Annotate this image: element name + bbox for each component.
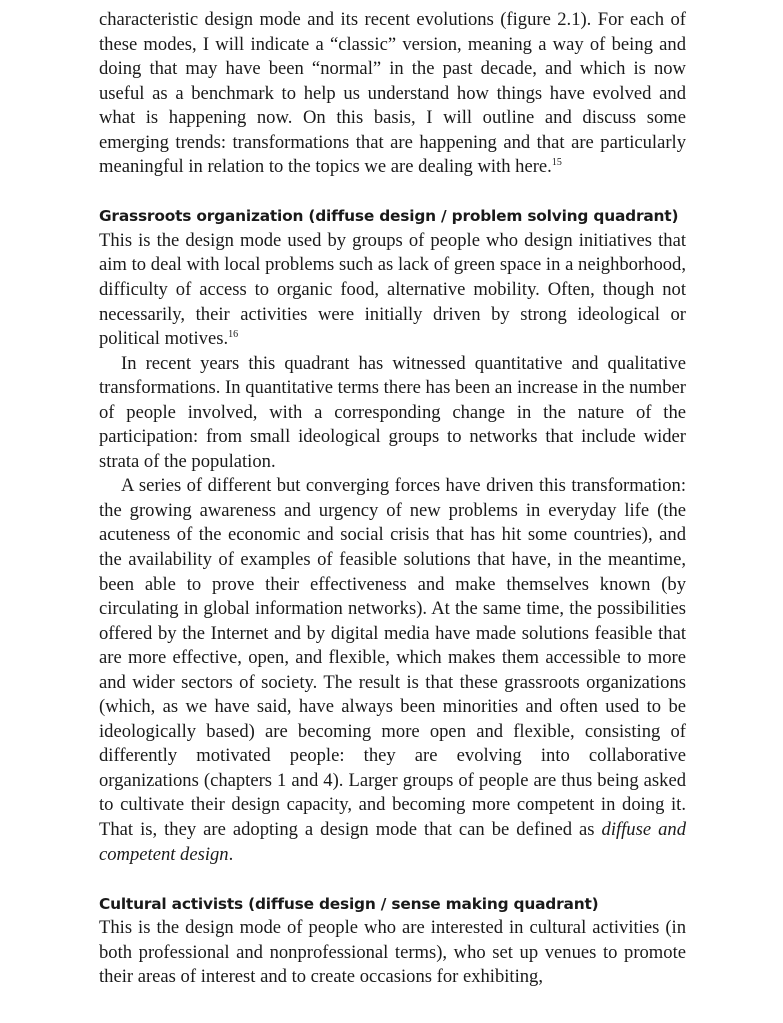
book-page bbox=[99, 8, 686, 990]
intro-paragraph-text: characteristic design mode and its recent evolutions (figure 2.1). For each of these modes, I will indicate a “classic” version, meaning a way of being and doing that may have been “normal” in the past decade, and which is now useful as a benchmark to help us understand how things have evolved and what is happening now. On this basis, I will outline and discuss some emerging trends: transformations that are happening and that are particularly meaningful in relation to the topics we are dealing with here. bbox=[99, 9, 686, 178]
grassroots-paragraph-3 bbox=[99, 474, 686, 867]
section-heading-cultural-activists: Cultural activists (diffuse design / sense making quadrant) bbox=[99, 894, 599, 913]
grassroots-paragraph-3-text: A series of different but converging forces have driven this transformation: the growing awareness and urgency of new problems in everyday life (the acuteness of the economic and social crisis that has hit some countries), and the availability of examples of feasible solutions that have, in the meantime, been able to prove their effectiveness and make themselves known (by circulating in global information networks). At the same time, the possibilities offered by the Internet and by digital media have made solutions feasible that are more effective, open, and flexible, which makes them accessible to more and wider sectors of society. The result is that these grassroots organizations (which, as we have said, have always been minorities and often used to be ideologically based) are becoming more open and flexible, consisting of differently motivated people: they are evolving into collaborative organizations (chapters 1 and 4). Larger groups of people are thus being asked to cultivate their design capacity, and becoming more competent in doing it. That is, they are adopting a design mode that can be defined as bbox=[99, 475, 686, 840]
grassroots-paragraph-2: In recent years this quadrant has witnessed quantitative and qualitative transformations. In quantitative terms there has been an increase in the number of people involved, with a corresponding change in the nature of the participation: from small ideological groups to networks that include wider strata of the population. bbox=[99, 352, 686, 472]
cultural-activists-paragraph-1: This is the design mode of people who are interested in cultural activities (in both professional and nonprofessional terms), who set up venues to promote their areas of interest and to create occasions for exhibiting, bbox=[99, 917, 686, 988]
section-heading-grassroots: Grassroots organization (diffuse design / problem solving quadrant) bbox=[99, 207, 679, 226]
intro-paragraph bbox=[99, 8, 686, 180]
paragraph-tail: . bbox=[228, 843, 234, 865]
grassroots-paragraph-1-text: This is the design mode used by groups of people who design initiatives that aim to deal with local problems such as lack of green space in a neighborhood, difficulty of access to organic food, alternative mobility. Often, though not necessarily, their activities were initially driven by strong ideological or political motives. bbox=[99, 229, 686, 350]
grassroots-paragraph-1 bbox=[99, 229, 686, 352]
footnote-ref[interactable]: 16 bbox=[228, 329, 239, 341]
emphasized-term: diffuse and competent design bbox=[99, 819, 686, 865]
footnote-ref[interactable]: 15 bbox=[551, 157, 562, 169]
